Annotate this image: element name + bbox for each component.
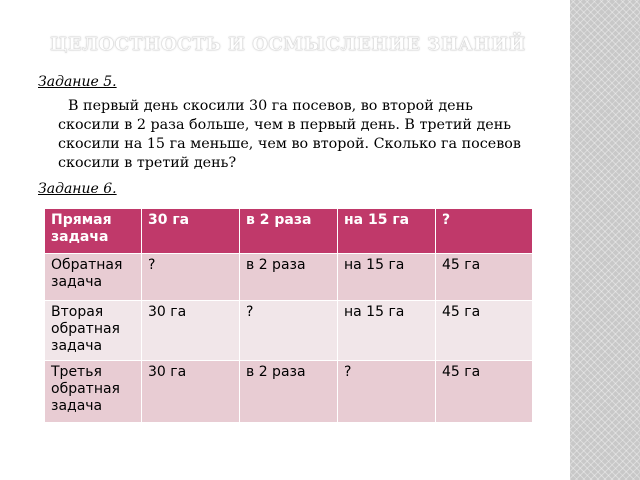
table-cell: ?	[338, 361, 436, 423]
task5-label: Задание 5.	[38, 74, 117, 90]
table-cell: на 15 га	[338, 209, 436, 254]
table-cell: в 2 раза	[240, 209, 338, 254]
table-cell: ?	[436, 209, 533, 254]
table-cell: Третья обратная задача	[45, 361, 142, 423]
table-cell: Обратная задача	[45, 254, 142, 301]
task6-label: Задание 6.	[38, 181, 117, 197]
table-cell: ?	[142, 254, 240, 301]
table-cell: 30 га	[142, 209, 240, 254]
slide-title: ЦЕЛОСТНОСТЬ И ОСМЫСЛЕНИЕ ЗНАНИЙ	[50, 34, 526, 55]
table-cell: на 15 га	[338, 301, 436, 361]
table-cell: 30 га	[142, 301, 240, 361]
table-cell: в 2 раза	[240, 361, 338, 423]
decorative-side-band	[570, 0, 640, 480]
table-cell: 45 га	[436, 254, 533, 301]
table-cell: ?	[240, 301, 338, 361]
table-cell: Прямая задача	[45, 209, 142, 254]
table-row-second-inverse-task	[45, 301, 533, 361]
table-row-direct-task	[45, 209, 533, 254]
task-table	[44, 208, 533, 423]
table-cell: 30 га	[142, 361, 240, 423]
table-cell: 45 га	[436, 361, 533, 423]
table-row-inverse-task	[45, 254, 533, 301]
task5-text	[58, 97, 538, 173]
task5-text-body: В первый день скосили 30 га посевов, во второй день скосили в 2 раза больше, чем в первый день. В третий день скосили на 15 га меньше, чем во второй. Сколько га посевов скосили в третий день?	[58, 98, 521, 171]
table-cell: в 2 раза	[240, 254, 338, 301]
table-row-third-inverse-task	[45, 361, 533, 423]
table-cell: Вторая обратная задача	[45, 301, 142, 361]
table-cell: на 15 га	[338, 254, 436, 301]
table-cell: 45 га	[436, 301, 533, 361]
